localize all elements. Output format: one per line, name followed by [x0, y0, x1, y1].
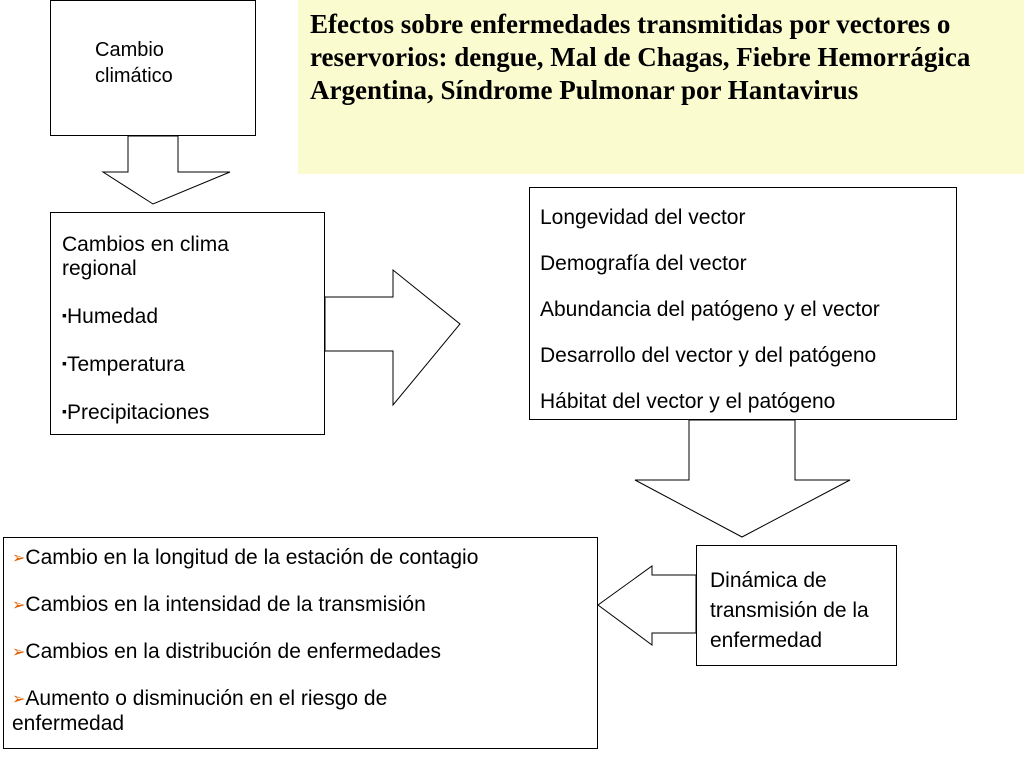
regional-climate-box	[50, 212, 325, 435]
arrow-right-1	[325, 270, 460, 405]
arrow-bullet-icon: ➢	[12, 597, 26, 614]
arrow-left-1	[598, 566, 696, 645]
transmission-dynamics-label: Dinámica de transmisión de la enfermedad	[710, 569, 869, 652]
regional-climate-heading: Cambios en clima regional	[62, 233, 229, 280]
list-item: Hábitat del vector y el patógeno	[540, 390, 836, 413]
arrow-down-1	[103, 136, 230, 204]
effects-box	[3, 537, 598, 749]
climate-change-line1: Cambio	[95, 39, 164, 61]
vector-factors-box	[529, 187, 957, 420]
arrow-bullet-icon: ➢	[12, 644, 26, 661]
climate-change-box	[50, 0, 256, 136]
arrow-bullet-icon: ➢	[12, 691, 26, 708]
square-bullet-icon: ▪	[62, 307, 67, 323]
page-title: Efectos sobre enfermedades transmitidas por vectores o reservorios: dengue, Mal de Chagas, Fiebre Hemorrágica Argentina, Síndrome Pulmonar por Hantavirus	[298, 0, 1024, 174]
list-item: ▪Precipitaciones	[62, 401, 210, 424]
list-item: ➢Cambio en la longitud de la estación de contagio	[12, 546, 479, 569]
climate-change-line2: climático	[95, 65, 173, 87]
arrow-down-2	[635, 420, 850, 537]
list-item: ➢Cambios en la distribución de enfermedades	[12, 640, 441, 663]
list-item: Longevidad del vector	[540, 206, 746, 229]
list-item: Desarrollo del vector y del patógeno	[540, 344, 877, 367]
square-bullet-icon: ▪	[62, 355, 67, 371]
square-bullet-icon: ▪	[62, 403, 67, 419]
list-item: Demografía del vector	[540, 252, 747, 275]
list-item: Abundancia del patógeno y el vector	[540, 298, 880, 321]
list-item: ▪Humedad	[62, 305, 159, 328]
transmission-dynamics-box	[696, 545, 897, 666]
list-item: ➢Aumento o disminución en el riesgo de enfermedad	[12, 687, 388, 735]
list-item: ➢Cambios en la intensidad de la transmisión	[12, 593, 426, 616]
arrow-bullet-icon: ➢	[12, 550, 26, 567]
list-item: ▪Temperatura	[62, 353, 185, 376]
